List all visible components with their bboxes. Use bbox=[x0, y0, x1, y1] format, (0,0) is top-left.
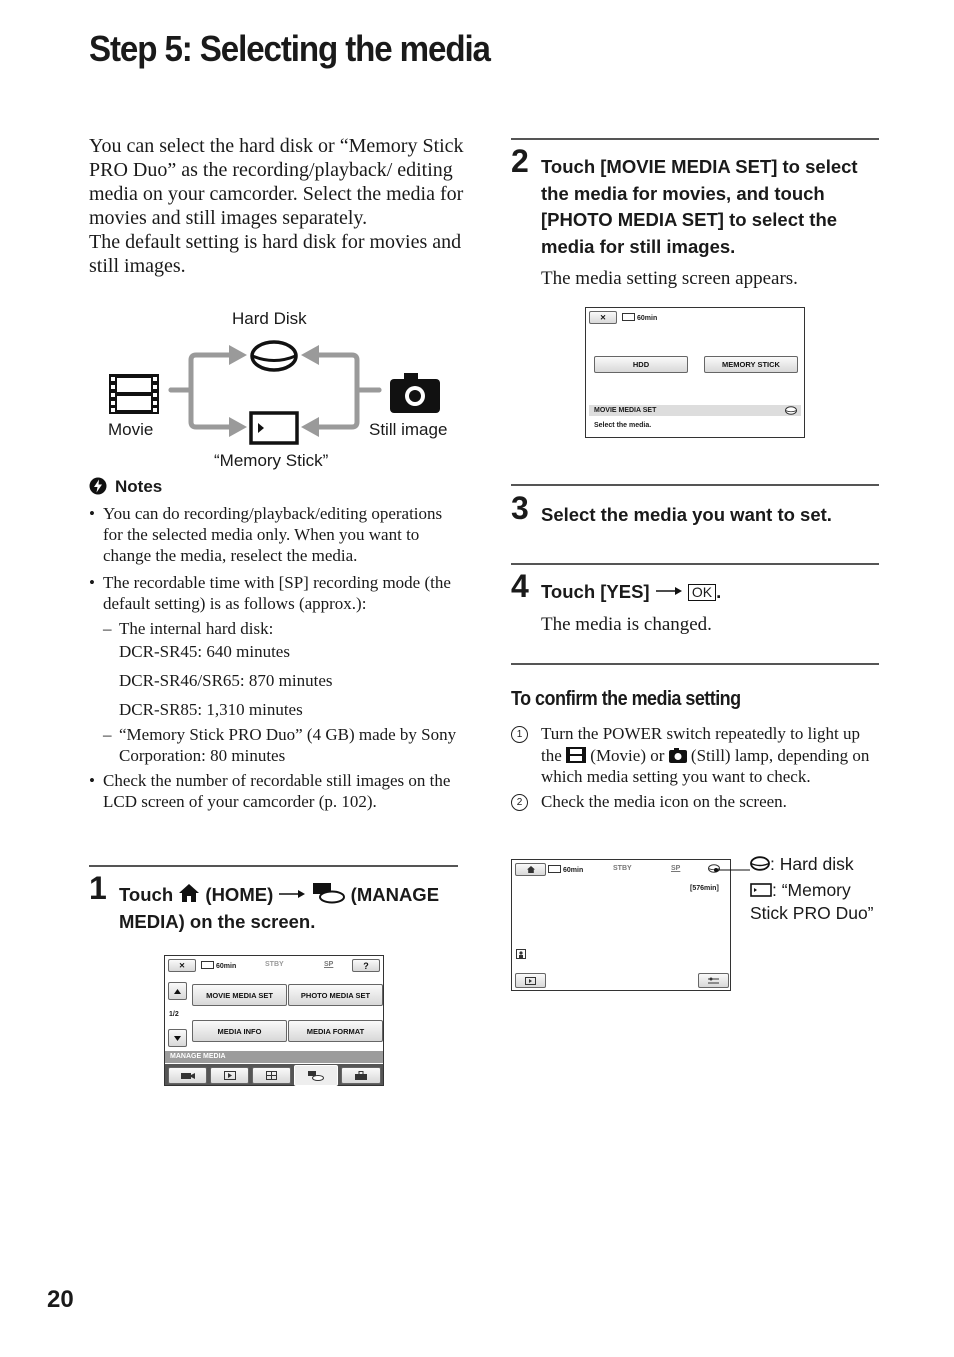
playback-icon bbox=[224, 1071, 236, 1080]
note-icon bbox=[89, 477, 107, 495]
intro-text bbox=[89, 134, 464, 278]
media-diagram bbox=[89, 305, 469, 475]
confirm-heading: To confirm the media setting bbox=[511, 688, 741, 710]
step-1-home: (HOME) bbox=[205, 884, 274, 905]
step-1-text bbox=[119, 882, 459, 935]
tab-playback[interactable] bbox=[210, 1067, 249, 1084]
hard-disk-icon bbox=[250, 339, 298, 373]
setting-title-bar: MOVIE MEDIA SET bbox=[589, 405, 801, 416]
legend-hard-disk-text: : Hard disk bbox=[770, 854, 854, 874]
stby-indicator: STBY bbox=[265, 961, 284, 968]
media-setting-screen bbox=[585, 307, 805, 438]
manage-media-tab-icon bbox=[308, 1071, 324, 1081]
media-info-button[interactable]: MEDIA INFO bbox=[192, 1020, 287, 1042]
page-number: 20 bbox=[47, 1286, 74, 1313]
legend-memory-stick bbox=[750, 879, 890, 925]
arrow-right-icon bbox=[278, 888, 306, 900]
callout-line bbox=[712, 863, 752, 877]
note-item: • You can do recording/playback/editing operations for the selected media only. When you want to change the media, reselect the media. bbox=[89, 504, 443, 565]
help-button[interactable]: ? bbox=[352, 959, 380, 972]
recording-time-sr46: DCR-SR46/SR65: 870 minutes bbox=[119, 671, 333, 690]
playback-button[interactable] bbox=[515, 973, 546, 988]
battery-indicator bbox=[548, 865, 583, 874]
step-4-text bbox=[541, 579, 879, 606]
step-4-note: The media is changed. bbox=[541, 614, 712, 635]
tab-settings[interactable] bbox=[341, 1067, 381, 1084]
page-title: Step 5: Selecting the media bbox=[89, 28, 490, 69]
battery-text: 60min bbox=[637, 315, 658, 322]
battery-indicator bbox=[201, 961, 236, 970]
divider bbox=[511, 663, 879, 665]
scroll-up-button[interactable] bbox=[168, 982, 187, 1000]
grid-icon bbox=[266, 1071, 277, 1080]
movie-label: Movie bbox=[108, 420, 154, 439]
divider bbox=[511, 138, 879, 140]
close-button[interactable]: ✕ bbox=[589, 311, 617, 324]
hard-disk-icon bbox=[750, 856, 770, 871]
memory-stick-label: “Memory Stick” bbox=[214, 451, 329, 470]
confirm-step-text: (Still) lamp, depending on which media setting you want to check. bbox=[541, 745, 870, 786]
recording-screen bbox=[511, 859, 731, 991]
confirm-step-text: Turn the POWER switch repeatedly to light up the bbox=[541, 724, 861, 765]
hdd-button[interactable]: HDD bbox=[594, 356, 688, 373]
step-4-period: . bbox=[716, 581, 722, 602]
battery-text: 60min bbox=[216, 963, 237, 970]
step-circle: 2 bbox=[511, 794, 528, 811]
triangle-down-icon bbox=[174, 1036, 181, 1041]
legend-hard-disk bbox=[750, 853, 890, 876]
category-bar: MANAGE MEDIA bbox=[165, 1051, 383, 1063]
note-subtext: “Memory Stick PRO Duo” (4 GB) made by Sony Corporation: 80 minutes bbox=[119, 725, 457, 765]
recording-time-sr45: DCR-SR45: 640 minutes bbox=[119, 642, 290, 661]
notes-heading-text: Notes bbox=[115, 477, 163, 496]
toolbox-icon bbox=[355, 1071, 367, 1080]
confirm-step-text: Check the media icon on the screen. bbox=[541, 791, 787, 811]
legend-memory-stick-text: : “Memory Stick PRO Duo” bbox=[750, 880, 874, 923]
home-icon bbox=[527, 866, 535, 873]
step-2-note: The media setting screen appears. bbox=[541, 268, 798, 289]
option-menu-icon bbox=[708, 977, 719, 985]
step-3-number: 3 bbox=[511, 490, 529, 526]
note-item: • The recordable time with [SP] recording mode (the default setting) is as follows (approx.): bbox=[89, 573, 451, 613]
battery-indicator bbox=[622, 313, 657, 322]
home-button[interactable] bbox=[515, 863, 546, 876]
step-2-text: Touch [MOVIE MEDIA SET] to select the media for movies, and touch [PHOTO MEDIA SET] to select the media for still images. bbox=[541, 156, 858, 257]
confirm-step-1 bbox=[511, 723, 879, 788]
tab-camera[interactable] bbox=[168, 1067, 207, 1084]
manage-media-icon bbox=[312, 882, 346, 904]
tab-other[interactable] bbox=[252, 1067, 291, 1084]
scroll-down-button[interactable] bbox=[168, 1029, 187, 1047]
hard-disk-label: Hard Disk bbox=[232, 309, 307, 328]
note-subitem: – “Memory Stick PRO Duo” (4 GB) made by Sony Corporation: 80 minutes bbox=[103, 725, 457, 765]
option-button[interactable] bbox=[698, 973, 729, 988]
confirm-step-text: (Movie) or bbox=[590, 745, 665, 765]
page-indicator: 1/2 bbox=[169, 1011, 179, 1018]
step-1-manage: (MANAGE bbox=[350, 884, 440, 905]
memory-stick-button[interactable]: MEMORY STICK bbox=[704, 356, 798, 373]
memory-stick-icon bbox=[750, 883, 772, 897]
camera-icon bbox=[388, 371, 442, 415]
media-icon-legend bbox=[750, 853, 890, 925]
person-icon bbox=[516, 949, 526, 959]
hard-disk-icon bbox=[785, 406, 797, 415]
step-4-touch: Touch [YES] bbox=[541, 581, 650, 602]
film-icon bbox=[107, 372, 161, 416]
ok-button-label: OK bbox=[688, 584, 716, 601]
stby-indicator: STBY bbox=[613, 865, 632, 872]
step-1-touch: Touch bbox=[119, 884, 174, 905]
step-circle: 1 bbox=[511, 726, 528, 743]
sp-indicator: SP bbox=[324, 961, 334, 968]
note-subitem: – The internal hard disk: bbox=[103, 619, 274, 638]
remaining-time: [576min] bbox=[690, 885, 719, 892]
notes-list bbox=[89, 503, 457, 816]
playback-icon bbox=[525, 977, 536, 985]
media-format-button[interactable]: MEDIA FORMAT bbox=[288, 1020, 383, 1042]
note-text: Check the number of recordable still images on the LCD screen of your camcorder (p. 102). bbox=[103, 771, 451, 811]
setting-hint: Select the media. bbox=[594, 422, 652, 429]
note-text: You can do recording/playback/editing operations for the selected media only. When you want to change the media, reselect the media. bbox=[103, 504, 443, 565]
divider bbox=[89, 865, 458, 867]
camera-tab-icon bbox=[181, 1072, 195, 1080]
tab-manage-media[interactable] bbox=[294, 1065, 338, 1086]
confirm-step-2 bbox=[511, 791, 879, 813]
home-icon bbox=[178, 883, 200, 903]
note-subtext: The internal hard disk: bbox=[119, 619, 274, 638]
battery-text: 60min bbox=[563, 867, 584, 874]
arrow-right-icon bbox=[655, 585, 683, 597]
triangle-up-icon bbox=[174, 989, 181, 994]
intro-paragraph-default: The default setting is hard disk for movies and still images. bbox=[89, 231, 462, 277]
divider bbox=[511, 484, 879, 486]
memory-stick-icon bbox=[249, 411, 299, 445]
photo-media-set-button[interactable]: PHOTO MEDIA SET bbox=[288, 984, 383, 1006]
step-1-number: 1 bbox=[89, 870, 107, 906]
note-item: • Check the number of recordable still images on the LCD screen of your camcorder (p. 102). bbox=[89, 771, 451, 811]
sp-indicator: SP bbox=[671, 865, 681, 872]
film-icon bbox=[566, 747, 586, 763]
step-2-number: 2 bbox=[511, 143, 529, 179]
step-3-text: Select the media you want to set. bbox=[541, 504, 832, 525]
step-1-line2: MEDIA) on the screen. bbox=[119, 910, 316, 932]
recording-time-sr85: DCR-SR85: 1,310 minutes bbox=[119, 700, 303, 719]
close-button[interactable]: ✕ bbox=[168, 959, 196, 972]
notes-heading bbox=[89, 477, 162, 497]
still-image-label: Still image bbox=[369, 420, 448, 439]
movie-media-set-button[interactable]: MOVIE MEDIA SET bbox=[192, 984, 287, 1006]
note-text: The recordable time with [SP] recording mode (the default setting) is as follows (approx.): bbox=[103, 573, 451, 613]
step-4-number: 4 bbox=[511, 568, 529, 604]
manage-media-screen bbox=[164, 955, 384, 1086]
category-tabs bbox=[165, 1064, 383, 1085]
confirm-steps bbox=[511, 723, 879, 815]
divider bbox=[511, 563, 879, 565]
intro-paragraph: You can select the hard disk or “Memory Stick PRO Duo” as the recording/playback/ editing media on your camcorder. Select the media for movies and still images separately. bbox=[89, 135, 464, 229]
camera-icon bbox=[669, 748, 687, 763]
